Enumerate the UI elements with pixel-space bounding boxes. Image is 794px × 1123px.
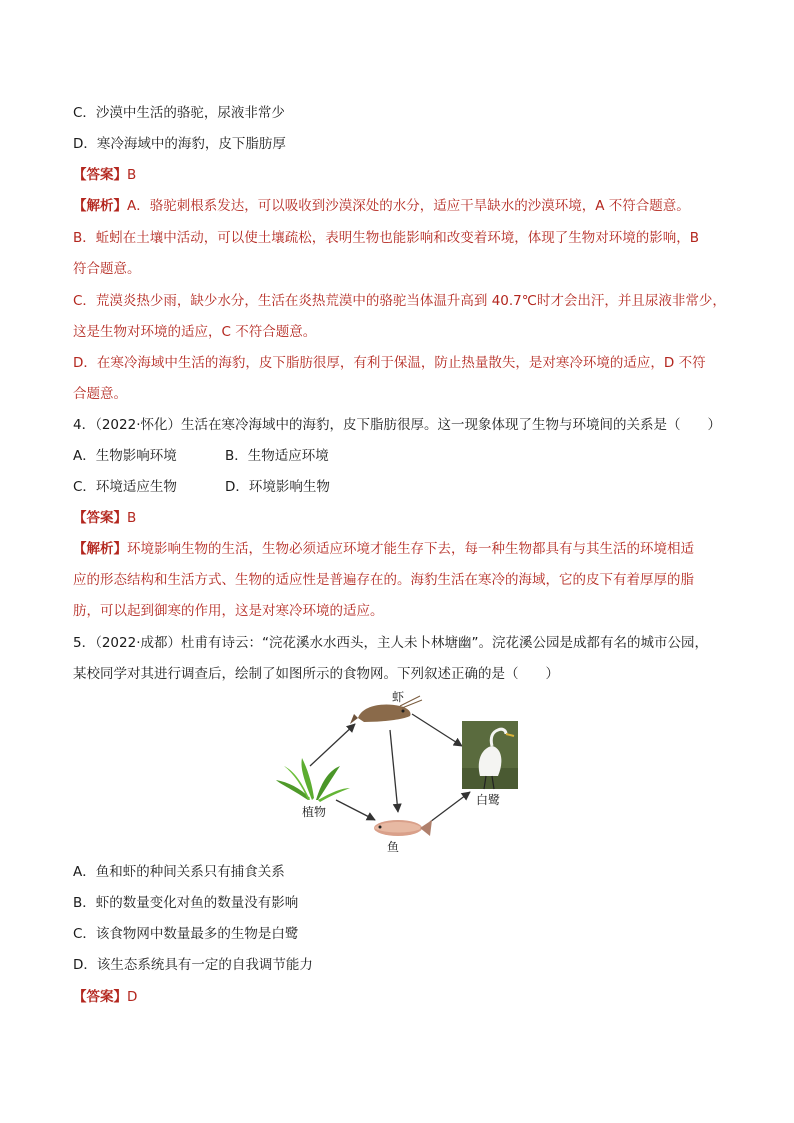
arrow-plant-to-fish — [336, 800, 375, 820]
analysis-3-c-cont: 这是生物对环境的适应，C 不符合题意。 — [73, 324, 317, 340]
label-egret: 白鹭 — [476, 793, 501, 807]
plant-icon — [276, 758, 350, 802]
option-d: D．环境影响生物 — [225, 479, 330, 495]
answer-5: 【答案】D — [73, 989, 138, 1005]
arrow-fish-to-egret — [430, 792, 470, 822]
question-4: 4．（2022·怀化）生活在寒冷海域中的海豹，皮下脂肪很厚。这一现象体现了生物与环境间的关系是（ ） — [73, 417, 721, 433]
analysis-tag: 【解析】 — [73, 198, 127, 214]
answer-3: 【答案】B — [73, 167, 137, 183]
option-a: A．生物影响环境 — [73, 448, 177, 464]
analysis-4-line3: 肪，可以起到御寒的作用，这是对寒冷环境的适应。 — [73, 603, 384, 619]
analysis-tag: 【解析】 — [73, 541, 127, 557]
question-5-option-b: B．虾的数量变化对鱼的数量没有影响 — [73, 895, 299, 911]
question-5-line1: 5．（2022·成都）杜甫有诗云：“浣花溪水水西头，主人未卜林塘幽”。浣花溪公园是成都有名的城市公园， — [73, 635, 708, 651]
answer-tag: 【答案】 — [73, 989, 127, 1005]
arrow-plant-to-shrimp — [310, 724, 355, 766]
egret-icon — [462, 721, 518, 789]
fish-icon — [374, 820, 432, 836]
analysis-3-d: D．在寒冷海域中生活的海豹，皮下脂肪很厚，有利于保温，防止热量散失，是对寒冷环境的适应，D 不符 — [73, 355, 706, 371]
question-5-line2: 某校同学对其进行调查后，绘制了如图所示的食物网。下列叙述正确的是（ ） — [73, 666, 559, 682]
arrow-shrimp-to-egret — [412, 714, 462, 746]
question-5-option-a: A．鱼和虾的种间关系只有捕食关系 — [73, 864, 285, 880]
question-4-options-ab — [73, 446, 329, 466]
label-plant: 植物 — [302, 805, 327, 819]
analysis-3-b-cont: 符合题意。 — [73, 261, 141, 277]
food-web-diagram — [270, 688, 530, 858]
arrow-shrimp-to-fish — [390, 730, 398, 812]
option-c-camel: C．沙漠中生活的骆驼，尿液非常少 — [73, 105, 285, 121]
shrimp-icon — [350, 696, 422, 724]
analysis-3-a: 【解析】A．骆驼刺根系发达，可以吸收到沙漠深处的水分，适应干旱缺水的沙漠环境，A 不符合题意。 — [73, 198, 690, 214]
option-b: B．生物适应环境 — [225, 448, 329, 464]
answer-tag: 【答案】 — [73, 510, 127, 526]
analysis-3-c: C．荒漠炎热少雨，缺少水分，生活在炎热荒漠中的骆驼当体温升高到 40.7℃时才会出汗，并且尿液非常少， — [73, 293, 726, 309]
label-fish: 鱼 — [387, 840, 400, 854]
question-4-options-cd — [73, 477, 330, 497]
answer-tag: 【答案】 — [73, 167, 127, 183]
analysis-3-b: B．蚯蚓在土壤中活动，可以使土壤疏松，表明生物也能影响和改变着环境，体现了生物对环境的影响，B — [73, 230, 700, 246]
option-d-seal: D．寒冷海域中的海豹，皮下脂肪厚 — [73, 136, 286, 152]
analysis-4-line1: 【解析】环境影响生物的生活，生物必须适应环境才能生存下去，每一种生物都具有与其生活的环境相适 — [73, 541, 694, 557]
analysis-3-d-cont: 合题意。 — [73, 386, 127, 402]
label-shrimp: 虾 — [392, 690, 405, 704]
answer-4: 【答案】B — [73, 510, 137, 526]
question-5-option-d: D．该生态系统具有一定的自我调节能力 — [73, 957, 313, 973]
option-c: C．环境适应生物 — [73, 479, 177, 495]
analysis-4-line2: 应的形态结构和生活方式、生物的适应性是普遍存在的。海豹生活在寒冷的海域，它的皮下有着厚厚的脂 — [73, 572, 694, 588]
question-5-option-c: C．该食物网中数量最多的生物是白鹭 — [73, 926, 299, 942]
